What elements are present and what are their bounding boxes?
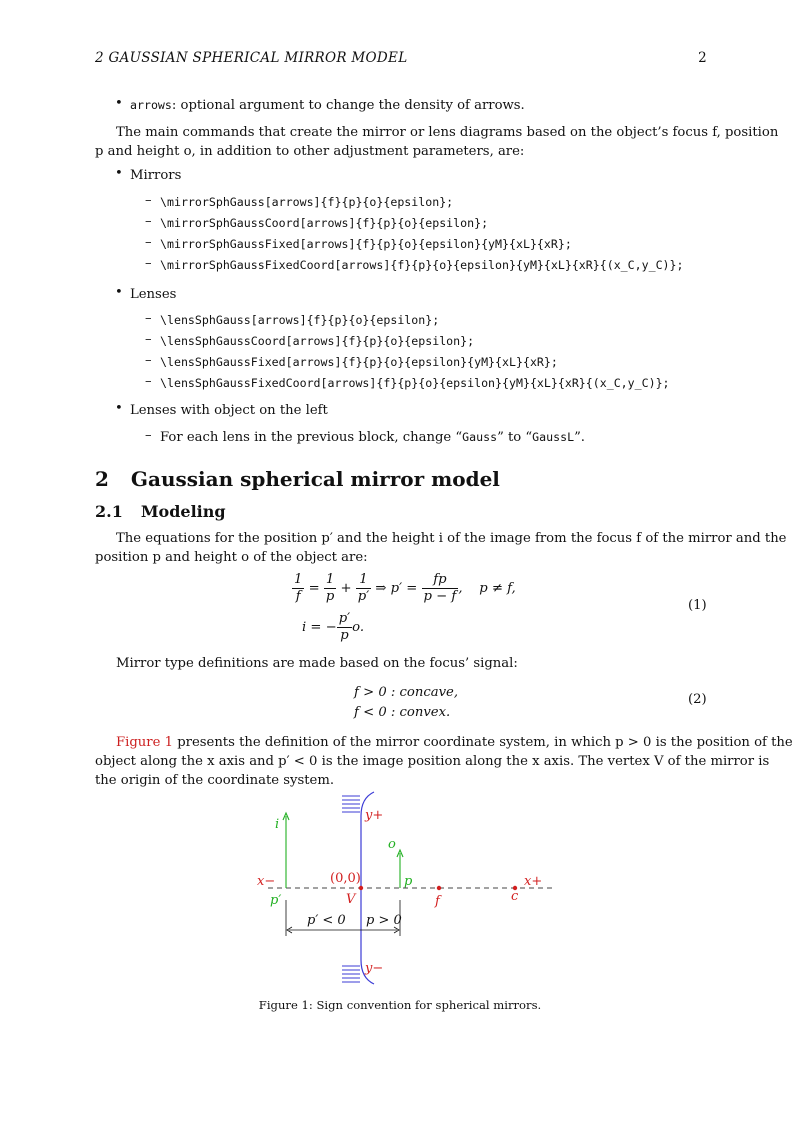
label-p-gt0: p > 0: [366, 913, 402, 928]
focus-point: [437, 886, 441, 890]
lenses-title: Lenses: [130, 287, 177, 302]
label-y-plus: y+: [365, 808, 384, 823]
label-image-height: i: [275, 817, 280, 832]
label-x-plus: x+: [524, 874, 543, 889]
frac-1-over-f: $\frac{1}{f}$: [294, 572, 303, 604]
bullet-dot: •: [115, 96, 123, 111]
note-code-gaussl: GaussL: [532, 430, 575, 444]
header-title: 2 GAUSSIAN SPHERICAL MIRROR MODEL: [95, 50, 408, 66]
equation-2-number: (2): [688, 692, 707, 707]
section-number: 2: [95, 467, 109, 491]
label-object-pos: p: [404, 874, 413, 889]
subsection-number: 2.1: [95, 502, 123, 521]
bullet-dot: •: [115, 166, 123, 181]
lens-cmd-3: \lensSphGaussFixed[arrows]{f}{p}{o}{epsilon}{yM}{xL}{xR};: [160, 355, 558, 369]
vertex-point: [359, 886, 363, 890]
frac-1-over-pprime: $\frac{1}{p'}$: [357, 572, 370, 604]
equation-1-line-2: i = − $\frac{p'}{p}$ o.: [302, 611, 365, 643]
mirror-cmd-4: \mirrorSphGaussFixedCoord[arrows]{f}{p}{o}{epsilon}{yM}{xL}{xR}{(x_C,y_C)};: [160, 258, 684, 272]
bullet-dot: •: [115, 285, 123, 300]
label-image-pos: p′: [270, 893, 282, 908]
note-text: ”.: [574, 430, 585, 445]
frac-fp: $\frac{fp}{p - f}$: [423, 572, 457, 604]
mirror-cmd-1: \mirrorSphGauss[arrows]{f}{p}{o}{epsilon};: [160, 195, 454, 209]
intro-line-1: The main commands that create the mirror or lens diagrams based on the object’s focus f, position: [116, 125, 779, 140]
dash-mark: –: [145, 353, 152, 368]
subsection-title: Modeling: [140, 502, 226, 521]
mirror-type-line: Mirror type definitions are made based on the focus’ signal:: [116, 656, 518, 671]
dash-mark: –: [145, 214, 152, 229]
equation-2-line-1: f > 0 : concave,: [354, 685, 459, 700]
dash-mark: –: [145, 332, 152, 347]
lenses-left-title: Lenses with object on the left: [130, 403, 328, 418]
label-origin: (0,0): [330, 871, 361, 886]
lens-cmd-2: \lensSphGaussCoord[arrows]{f}{p}{o}{epsilon};: [160, 334, 475, 348]
figure-caption: Figure 1: Sign convention for spherical mirrors.: [258, 998, 542, 1012]
dash-mark: –: [145, 193, 152, 208]
bullet-dot: •: [115, 401, 123, 416]
dash-mark: –: [145, 374, 152, 389]
modeling-line-1: The equations for the position p′ and the height i of the image from the focus f of the mirror and the: [116, 531, 787, 546]
intro-line-2: p and height o, in addition to other adjustment parameters, are:: [95, 144, 525, 159]
fig-para-line-3: the origin of the coordinate system.: [95, 773, 335, 788]
subsection-heading: [95, 502, 226, 521]
frac-1-over-p: $\frac{1}{p}$: [325, 572, 335, 604]
fig-para-line-2: object along the x axis and p′ < 0 is the image position along the x axis. The vertex V of the mirror is: [95, 754, 770, 769]
modeling-line-2: position p and height o of the object are:: [95, 550, 368, 565]
equation-2-line-2: f < 0 : convex.: [354, 705, 451, 720]
arrows-desc: : optional argument to change the density of arrows.: [171, 98, 525, 113]
label-y-minus: y−: [365, 961, 384, 976]
lens-cmd-4: \lensSphGaussFixedCoord[arrows]{f}{p}{o}{epsilon}{yM}{xL}{xR}{(x_C,y_C)};: [160, 376, 670, 390]
figure-1-link[interactable]: Figure 1: [116, 735, 173, 750]
label-x-minus: x−: [257, 874, 276, 889]
note-code-gauss: Gauss: [462, 430, 498, 444]
fig-para-line-1: [116, 733, 793, 752]
running-header: [95, 50, 707, 66]
mirrors-title: Mirrors: [130, 168, 182, 183]
figure-1-diagram: [240, 788, 570, 988]
label-focus: f: [435, 894, 440, 909]
label-pprime-lt0: p′ < 0: [307, 913, 346, 928]
mirror-hatch-bottom: [342, 966, 360, 982]
arrows-bullet: [130, 96, 525, 115]
mirror-cmd-3: \mirrorSphGaussFixed[arrows]{f}{p}{o}{epsilon}{yM}{xL}{xR};: [160, 237, 572, 251]
dash-mark: –: [145, 311, 152, 326]
dash-mark: –: [145, 235, 152, 250]
frac-pprime-over-p: $\frac{p'}{p}$: [338, 611, 351, 643]
label-vertex: V: [346, 892, 356, 907]
fig-para-text: presents the definition of the mirror coordinate system, in which p > 0 is the position of the: [173, 735, 793, 750]
section-heading: [95, 467, 500, 491]
lenses-left-note: [160, 428, 585, 447]
dash-mark: –: [145, 256, 152, 271]
label-center: c: [511, 889, 519, 904]
equation-1-line-1: $\frac{1}{f}$ = $\frac{1}{p}$ + $\frac{1}{p'}$ ⇒ p′ = $\frac{fp}{p - f}$ , p ≠ f,: [294, 572, 516, 604]
mirror-hatch-top: [342, 796, 360, 812]
dash-mark: –: [145, 428, 152, 443]
mirror-cmd-2: \mirrorSphGaussCoord[arrows]{f}{p}{o}{epsilon};: [160, 216, 489, 230]
arrows-code: arrows: [130, 98, 172, 112]
note-text: For each lens in the previous block, change “: [160, 430, 463, 445]
lens-cmd-1: \lensSphGauss[arrows]{f}{p}{o}{epsilon};: [160, 313, 440, 327]
page-number: 2: [698, 50, 707, 66]
note-text: ” to “: [497, 430, 533, 445]
label-object-height: o: [388, 837, 396, 852]
section-title: Gaussian spherical mirror model: [130, 467, 500, 491]
equation-1-number: (1): [688, 598, 707, 613]
